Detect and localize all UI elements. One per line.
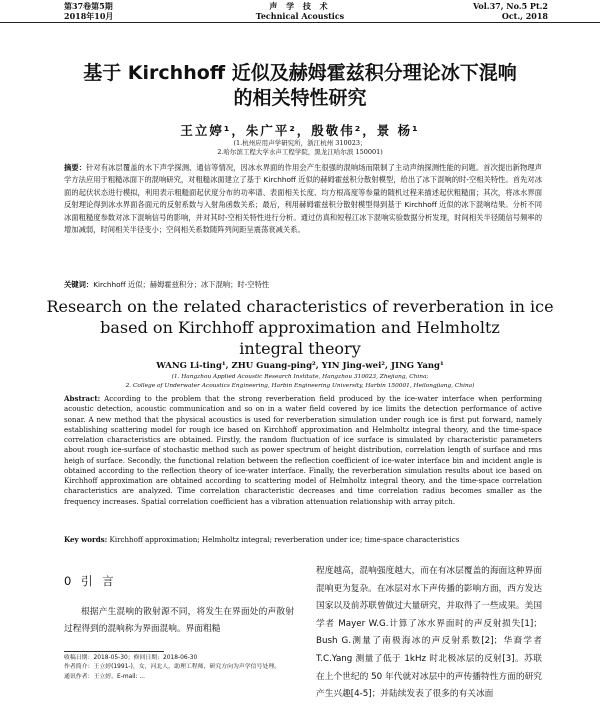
affiliation-cn-2: 2.哈尔滨工程大学水声工程学院，黑龙江哈尔滨 150001) (217, 148, 383, 156)
body-left-column (64, 604, 294, 638)
header-date-cn: 2018年10月 (64, 11, 114, 21)
abstract-cn-label: 摘要： (64, 163, 87, 172)
body-right-paragraph: 程度越高，混响强度越大，而在有冰层覆盖的海面这种界面混响更为复杂。在冰层对水下声传播的影响方面，西方发达国家以及前苏联曾做过大量研究，并取得了一些成果。美国学者 Mayer W.G.计算了冰水界面时的声反射损失[1]；Bush G.测量了南极海冰的声反射系数[2]；华裔学者 T.C.Yang 测量了低于 1kHz 时北极冰层的反射[3]。苏联在上个世纪的 50 年代就对冰层中的声传播特性方面的研究产生兴趣[4-5]；并陆续发表了很多的有关冰面 (316, 566, 542, 700)
title-cn-line2: 的相关特性研究 (233, 87, 367, 109)
title-cn-line1: 基于 Kirchhoff 近似及赫姆霍兹积分理论冰下混响 (83, 62, 517, 84)
footnote-received: 收稿日期：2018-05-30；修回日期：2018-06-30 (64, 655, 198, 661)
footnote-author-bio: 作者简介：王立婷(1991-)，女，河北人，助理工程师，研究方向为声学信号处理。 (64, 664, 281, 671)
running-header (0, 0, 600, 23)
body-left-paragraph: 根据产生混响的散射源不同，将发生在界面处的声散射过程得到的混响称为界面混响。界面粗糙 (64, 607, 294, 634)
authors-cn: 王立婷¹，朱广平²，殷敬伟²，景 杨¹ (180, 123, 420, 138)
section-number: 0 (64, 574, 75, 588)
header-journal-cn: 声 学 技 术 (269, 1, 331, 11)
keywords-cn-text: Kirchhoff 近似；赫姆霍兹积分；冰下混响；时-空特性 (93, 280, 270, 289)
keywords-en-text: Kirchhoff approximation; Helmholtz integral; reverberation under ice; time-space characteristics (109, 535, 460, 544)
footnote-rule (64, 651, 164, 652)
section-heading (64, 573, 117, 589)
abstract-en-label: Abstract: (64, 394, 101, 403)
title-en-line2: based on Kirchhoff approximation and Helmholtz (100, 318, 500, 337)
keywords-en-label: Key words: (64, 535, 108, 544)
affiliation-en-1: (1. Hangzhou Applied Acoustic Research Institute, Hangzhou 310023, Zhejiang, China; (171, 374, 429, 380)
section-title: 引 言 (80, 574, 117, 588)
title-en-line3: integral theory (239, 339, 361, 358)
keywords-en (64, 535, 542, 545)
abstract-en (64, 394, 542, 507)
abstract-cn-text: 针对有冰层覆盖的水下声学探测、通信等情况，因冰水界面的作用会产生很强的混响场而限制了主动声纳探测性能的问题。首次提出新物理声学方法应用于粗糙冰面下的混响研究，对粗糙冰面建立了基于 Kirchhoff 近似的赫姆霍兹积分散射模型，给出了冰下混响的时-空相关特性。首先对冰面的起伏状态进行模拟，利用表示粗糙面起伏度分布的功率谱、表面相关长度、均方根高度等参量的随机过程来描述起伏粗糙面；其次，将冰水界面反射理论得到冰水界面各面元的反射系数与入射角函数关系；最后，利用赫姆霍兹积分散射模型得到基于 Kirchhoff 近似的冰下混响结果。分析不同冰面粗糙度参数对冰下混响信号的影响，并对其时-空相关特性进行分析。通过仿真和短程江冰下混响实验数据分析发现，时间相关半径随信号频率的增加减弱，时间相关半径变小；空间相关系数随阵列间距呈震荡衰减关系。 (64, 163, 543, 235)
keywords-cn (64, 280, 542, 290)
keywords-cn-label: 关键词： (64, 280, 94, 289)
authors-en: WANG Li-ting¹, ZHU Guang-ping², YIN Jing-wei², JING Yang¹ (156, 361, 444, 371)
header-journal-en: Technical Acoustics (255, 11, 345, 21)
title-en-line1: Research on the related characteristics of reverberation in ice (46, 297, 554, 316)
header-volume-en: Vol.37, No.5 Pt.2 (472, 1, 548, 11)
header-date-en: Oct., 2018 (501, 11, 548, 21)
affiliation-cn-1: (1.杭州应用声学研究所，浙江杭州 310023； (233, 139, 367, 147)
affiliation-en-2: 2. College of Underwater Acoustics Engineering, Harbin Engineering University, Harbin 150001, Heilongjiang, China) (125, 383, 475, 389)
abstract-cn (64, 162, 542, 236)
footnote (64, 654, 294, 682)
footnote-corresponding: 通讯作者：王立婷，E-mail: ... (64, 673, 145, 680)
body-right-column (316, 563, 542, 704)
header-volume-cn: 第37卷第5期 (64, 1, 113, 11)
abstract-en-text: According to the problem that the strong reverberation field produced by the ice-water interface when performing acoustic detection, acoustic communication and so on in a water field covered by ice limits the detection performance of active sonar. A new method that the physical acoustics is used for reverberation simulation under rough ice is first put forward, namely establishing scattering model for rough ice based on Kirchhoff approximation and Helmholtz integral theory, and the time-space correlation characteristics are obtained. Firstly, the random fluctuation of ice surface is simulated by characteristic parameters about rough ice-surface of stochastic method such as power spectrum of height distribution, correlation length of surface and rms heigh of surface. Secondly, the functional relation between the reflection coefficient of ice-water interface bin and incident angle is obtained according to the reflection theory of ice-water interface. Finally, the reverberation simulation results about ice based on Kirchhoff approximation are obtained according to scattering model of Helmholtz integral theory, and the time-space correlation characteristics are analyzed. Time correlation characteristic decreases and time correlation radius becomes smaller as the frequency increases. Spatial correlation coefficient has a vibration attenuation relationship with array pitch. (64, 394, 542, 506)
